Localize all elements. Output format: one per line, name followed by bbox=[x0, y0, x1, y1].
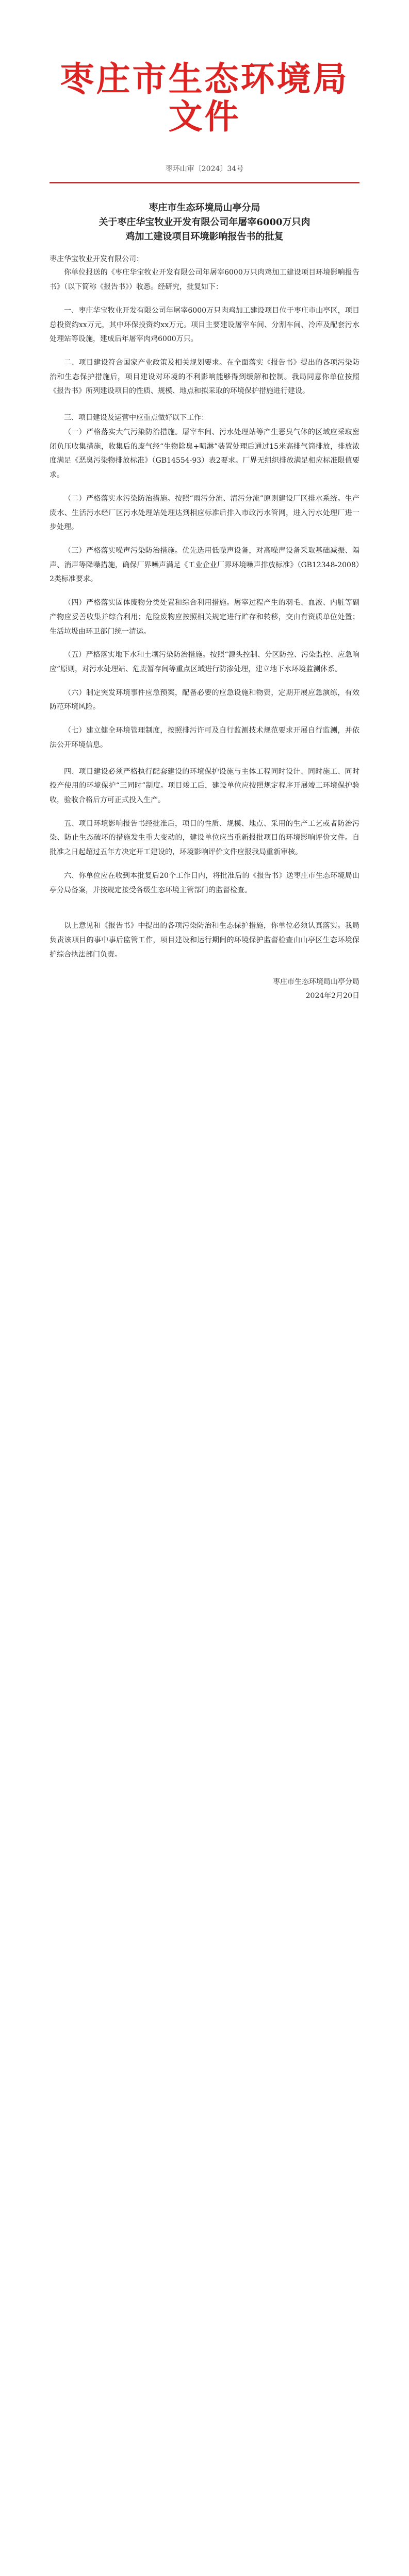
body-paragraph: 你单位报送的《枣庄华宝牧业开发有限公司年屠宰6000万只肉鸡加工建设项目环境影响报告书》（以下简称《报告书》）收悉。经研究，批复如下： bbox=[50, 268, 359, 292]
body-paragraph: （三）严格落实噪声污染防治措施。优先选用低噪声设备，对高噪声设备采取基础减振、隔声、消声等降噪措施，确保厂界噪声满足《工业企业厂界环境噪声排放标准》（GB12348-2008）2类标准要求。 bbox=[50, 546, 359, 584]
signature-org: 枣庄市生态环境局山亭分局 bbox=[273, 978, 359, 987]
body-paragraph: 二、项目建设符合国家产业政策及相关规划要求。在全面落实《报告书》提出的各项污染防治和生态保护措施后，项目建设对环境的不利影响能够得到缓解和控制。我局同意你单位按照《报告书》所列建设项目的性质、规模、地点和拟采取的环境保护措施进行建设。 bbox=[50, 359, 359, 396]
body-paragraph: （一）严格落实大气污染防治措施。屠宰车间、污水处理站等产生恶臭气体的区域应采取密闭负压收集措施，收集后的废气经“生物除臭+喷淋”装置处理后通过15米高排气筒排放，排放浓度满足《恶臭污染物排放标准》（GB14554-93）表2要求。厂界无组织排放满足相应标准限值要求。 bbox=[50, 428, 359, 480]
body-paragraph: （七）建立健全环境管理制度，按照排污许可及自行监测技术规范要求开展自行监测，并依法公开环境信息。 bbox=[50, 726, 359, 749]
body-paragraph: （二）严格落实水污染防治措施。按照“雨污分流、清污分流”原则建设厂区排水系统。生产废水、生活污水经厂区污水处理站处理达到相应标准后排入市政污水管网，进入污水处理厂进一步处理。 bbox=[50, 494, 359, 532]
body-paragraph: 一、枣庄华宝牧业开发有限公司年屠宰6000万只肉鸡加工建设项目位于枣庄市山亭区，项目总投资约xx万元，其中环保投资约xx万元。项目主要建设屠宰车间、分割车间、冷库及配套污水处理站等设施，建成后年屠宰肉鸡6000万只。 bbox=[50, 306, 359, 344]
signature-block bbox=[50, 975, 359, 1003]
subject-line-2: 关于枣庄华宝牧业开发有限公司年屠宰6000万只肉 bbox=[99, 217, 310, 228]
body-paragraph: 四、项目建设必须严格执行配套建设的环境保护设施与主体工程同时设计、同时施工、同时投产使用的环境保护“三同时”制度。项目竣工后，建设单位应按照规定程序开展竣工环境保护验收，验收合格后方可正式投入生产。 bbox=[50, 767, 359, 805]
body-paragraph: （四）严格落实固体废物分类处置和综合利用措施。屠宰过程产生的羽毛、血液、内脏等副产物应妥善收集并综合利用；危险废物应按照相关规定进行贮存和转移，交由有资质单位处置；生活垃圾由环卫部门统一清运。 bbox=[50, 599, 359, 636]
subject-line-1: 枣庄市生态环境局山亭分局 bbox=[149, 202, 260, 214]
document-number: 枣环山审〔2024〕34号 bbox=[165, 165, 244, 174]
body-paragraph: （六）制定突发环境事件应急预案，配备必要的应急设施和物资，定期开展应急演练，有效防范环境风险。 bbox=[50, 688, 359, 711]
recipient: 枣庄华宝牧业开发有限公司： bbox=[50, 255, 143, 263]
body-paragraph: 三、项目建设及运营中应重点做好以下工作： bbox=[64, 414, 208, 422]
document-body bbox=[50, 266, 359, 962]
org-title: 枣庄市生态环境局文件 bbox=[60, 59, 349, 137]
body-paragraph: 五、项目环境影响报告书经批准后，项目的性质、规模、地点、采用的生产工艺或者防治污染、防止生态破坏的措施发生重大变动的，建设单位应当重新报批项目的环境影响评价文件。自批准之日起超过五年方决定开工建设的，环境影响评价文件应报我局重新审核。 bbox=[50, 819, 359, 857]
body-paragraph: 六、你单位应在收到本批复后20个工作日内，将批准后的《报告书》送枣庄市生态环境局山亭分局备案，并按规定接受各级生态环境主管部门的监督检查。 bbox=[50, 871, 359, 894]
signature-date: 2024年2月20日 bbox=[305, 992, 359, 1001]
document-subject bbox=[50, 201, 359, 244]
subject-line-3: 鸡加工建设项目环境影响报告书的批复 bbox=[125, 231, 284, 242]
document-header bbox=[50, 0, 359, 183]
body-paragraph: 以上意见和《报告书》中提出的各项污染防治和生态保护措施，你单位必须认真落实。我局负责该项目的事中事后监管工作，项目建设和运行期间的环境保护监督检查由山亭区生态环境保护综合执法部门负责。 bbox=[50, 922, 359, 959]
body-paragraph: （五）严格落实地下水和土壤污染防治措施。按照“源头控制、分区防控、污染监控、应急响应”原则，对污水处理站、危废暂存间等重点区域进行防渗处理，建立地下水环境监测体系。 bbox=[50, 651, 359, 673]
red-divider bbox=[50, 182, 359, 183]
